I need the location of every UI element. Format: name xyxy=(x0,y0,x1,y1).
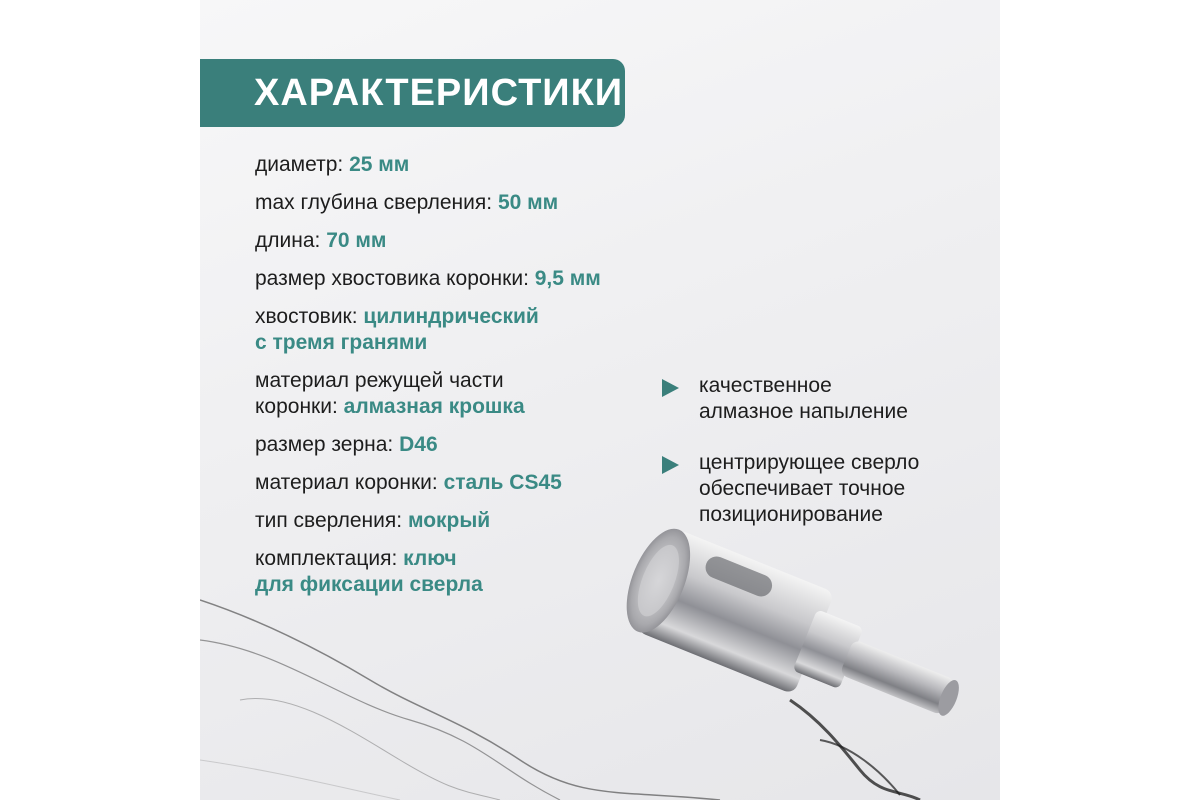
spec-length xyxy=(255,228,695,254)
spec-key: длина: xyxy=(255,229,321,252)
spec-value: 9,5 мм xyxy=(534,267,601,290)
spec-cutting-material xyxy=(255,368,695,420)
spec-key: диаметр: xyxy=(255,153,344,176)
spec-key: max глубина сверления: xyxy=(255,191,493,214)
spec-value: алмазная крошка xyxy=(343,395,525,418)
feature-line: качественное xyxy=(699,374,832,397)
spec-key: комплектация: xyxy=(255,547,398,570)
spec-value: сталь CS45 xyxy=(443,471,562,494)
feature-line: центрирующее сверло xyxy=(699,451,920,474)
spec-value: мокрый xyxy=(407,509,491,532)
spec-value: ключ xyxy=(403,547,457,570)
spec-value-line2: с тремя гранями xyxy=(255,331,428,354)
spec-shank xyxy=(255,304,695,356)
spec-key: материал режущей части xyxy=(255,369,504,392)
spec-shank-size xyxy=(255,266,695,292)
banner-title: ХАРАКТЕРИСТИКИ xyxy=(254,71,624,114)
play-arrow-icon xyxy=(662,456,679,474)
spec-key-line2: коронки: xyxy=(255,395,338,418)
spec-value-line2: для фиксации сверла xyxy=(255,573,483,596)
spec-key: размер зерна: xyxy=(255,433,394,456)
spec-max-depth xyxy=(255,190,695,216)
spec-key: хвостовик: xyxy=(255,305,358,328)
spec-grain-size xyxy=(255,432,695,458)
play-arrow-icon xyxy=(662,379,679,397)
feature-line: обеспечивает точное xyxy=(699,477,906,500)
product-card xyxy=(200,0,1000,800)
spec-value: 25 мм xyxy=(349,153,410,176)
title-banner xyxy=(200,59,625,127)
spec-key: материал коронки: xyxy=(255,471,438,494)
spec-diameter xyxy=(255,152,695,178)
spec-value: цилиндрический xyxy=(363,305,539,328)
spec-value: 50 мм xyxy=(497,191,559,214)
spec-value: D46 xyxy=(399,433,438,456)
spec-key: тип сверления: xyxy=(255,509,403,532)
feature-diamond-coating xyxy=(662,373,962,425)
spec-key: размер хвостовика коронки: xyxy=(255,267,529,290)
diamond-core-bit-image xyxy=(600,520,980,780)
feature-centering-drill xyxy=(662,450,962,528)
spec-value: 70 мм xyxy=(326,229,387,252)
feature-line: позиционирование xyxy=(699,503,883,526)
feature-line: алмазное напыление xyxy=(699,400,908,423)
spec-crown-material xyxy=(255,470,695,496)
